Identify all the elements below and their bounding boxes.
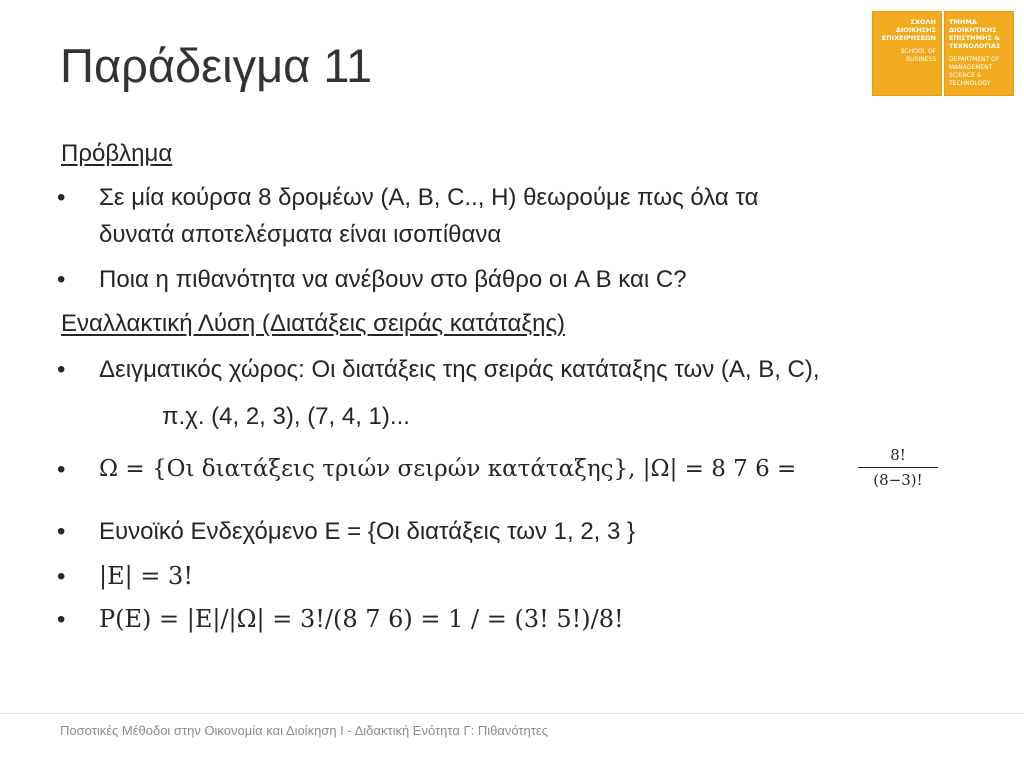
bullet-marker: • — [57, 456, 66, 483]
omega-fraction-denominator: (8−3)! — [873, 471, 923, 489]
logo-school-text: ΣΧΟΛΗ ΔΙΟΙΚΗΣΗΣ ΕΠΙΧΕΙΡΗΣΕΩΝ — [881, 18, 936, 42]
logo-school-sub: SCHOOL OF BUSINESS — [900, 48, 936, 63]
problem-bullet-1-cont: δυνατά αποτελέσματα είναι ισοπίθανα — [99, 221, 502, 248]
footer-divider — [0, 713, 1024, 714]
problem-bullet-2: Ποια η πιθανότητα να ανέβουν στο βάθρο οι A B και C? — [99, 266, 687, 293]
alt-solution-heading: Εναλλακτική Λύση (Διατάξεις σειράς κατάταξης) — [61, 310, 566, 337]
slide-title: Παράδειγμα 11 — [60, 39, 373, 92]
bullet-marker: • — [57, 184, 66, 211]
logo-school-block — [872, 11, 942, 96]
omega-definition: Ω = {Οι διατάξεις τριών σειρών κατάταξης}, |Ω| = 8 7 6 = — [99, 456, 797, 482]
bullet-marker: • — [57, 356, 66, 383]
school-logo — [872, 11, 1016, 96]
omega-fraction — [858, 446, 938, 489]
footer-text: Ποσοτικές Μέθοδοι στην Οικονομία και Διοίκηση Ι - Διδακτική Ενότητα Γ: Πιθανότητες — [60, 723, 548, 738]
logo-department-block — [944, 11, 1014, 96]
bullet-marker: • — [57, 518, 66, 545]
problem-heading: Πρόβλημα — [61, 140, 173, 167]
problem-bullet-1: Σε μία κούρσα 8 δρομέων (A, B, C.., H) θεωρούμε πως όλα τα — [99, 184, 759, 211]
sample-space-example: π.χ. (4, 2, 3), (7, 4, 1)... — [162, 403, 410, 430]
logo-department-text: ΤΜΗΜΑ ΔΙΟΙΚΗΤΙΚΗΣ ΕΠΙΣΤΗΜΗΣ & ΤΕΧΝΟΛΟΓΙΑΣ — [949, 18, 1001, 50]
event-size-formula: |E| = 3! — [99, 562, 193, 590]
probability-formula: P(E) = |E|/|Ω| = 3!/(8 7 6) = 1 / = (3! 5!)/8! — [99, 605, 624, 633]
bullet-marker: • — [57, 606, 66, 633]
sample-space-text: Δειγματικός χώρος: Οι διατάξεις της σειράς κατάταξης των (A, B, C), — [99, 356, 820, 383]
bullet-marker: • — [57, 563, 66, 590]
bullet-marker: • — [57, 266, 66, 293]
omega-fraction-numerator: 8! — [890, 446, 906, 464]
favorable-event-text: Ευνοϊκό Ενδεχόμενο E = {Οι διατάξεις των 1, 2, 3 } — [99, 518, 636, 545]
logo-department-sub: DEPARTMENT OF MANAGEMENT SCIENCE & TECHNOLOGY — [949, 56, 1000, 87]
